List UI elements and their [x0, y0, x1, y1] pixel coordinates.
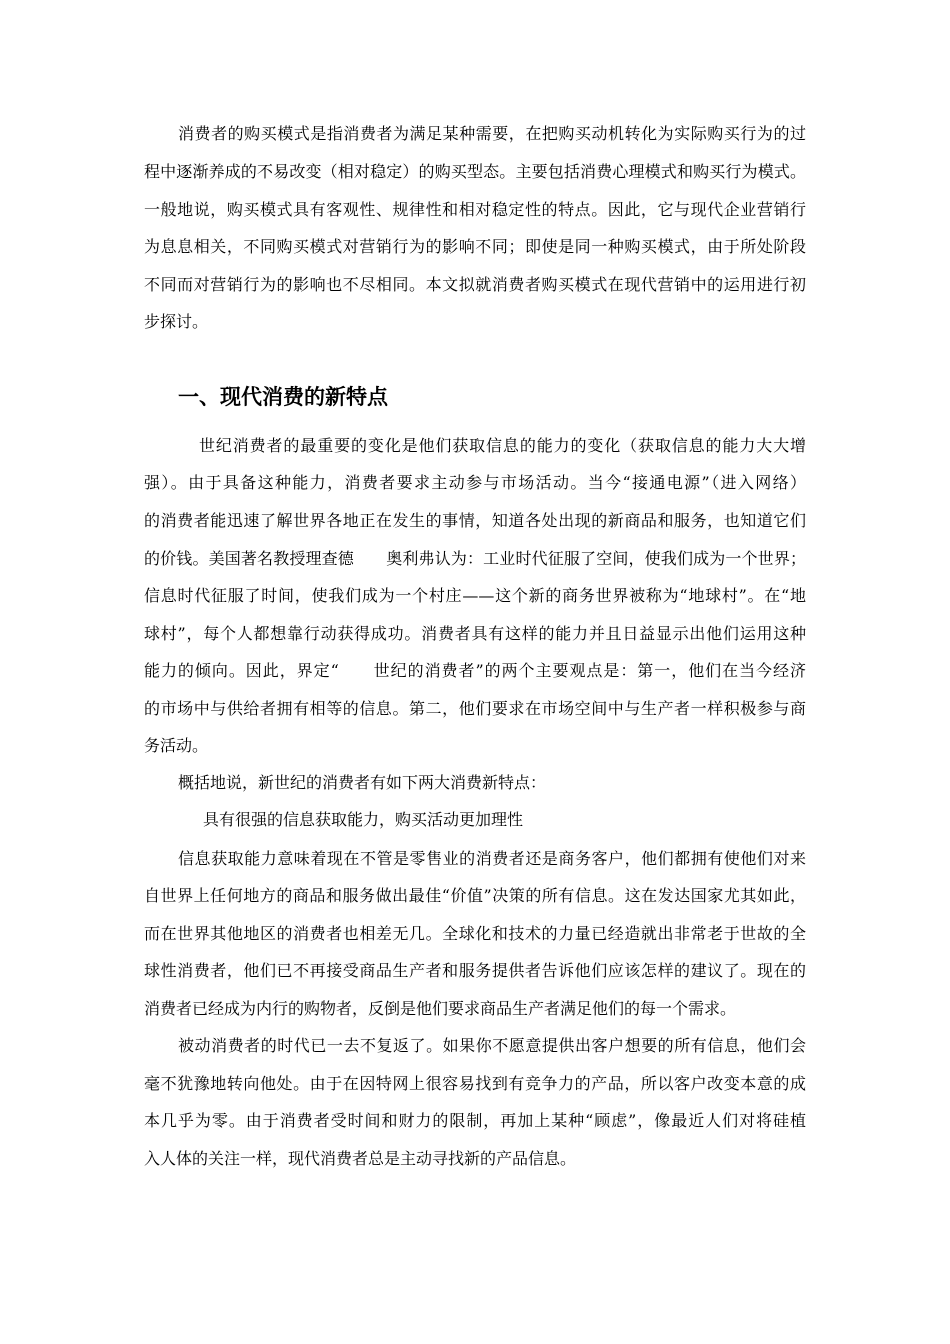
text-line: 强）。由于具备这种能力，消费者要求主动参与市场活动。当今“接通电源”（进入网络） [144, 473, 806, 492]
text-line: 务活动。 [144, 736, 209, 755]
text-line: 步探讨。 [144, 312, 209, 331]
text-line: 的市场中与供给者拥有相等的信息。第二，他们要求在市场空间中与生产者一样积极参与商 [144, 699, 806, 718]
text-line: 为息息相关，不同购买模式对营销行为的影响不同；即使是同一种购买模式，由于所处阶段 [144, 237, 806, 256]
text-line: 被动消费者的时代已一去不复返了。如果你不愿意提供出客户想要的所有信息，他们会 [178, 1036, 806, 1055]
text-line: 信息获取能力意味着现在不管是零售业的消费者还是商务客户，他们都拥有使他们对来 [178, 849, 806, 868]
text-line: 消费者已经成为内行的购物者，反倒是他们要求商品生产者满足他们的每一个需求。 [144, 999, 737, 1018]
text-line: 不同而对营销行为的影响也不尽相同。本文拟就消费者购买模式在现代营销中的运用进行初 [144, 275, 806, 294]
text-line: 的消费者能迅速了解世界各地正在发生的事情，知道各处出现的新商品和服务，也知道它们 [144, 511, 806, 530]
text-line: 的价钱。美国著名教授理查德 奥利弗认为：工业时代征服了空间，使我们成为一个世界； [144, 549, 806, 568]
text-line: 球性消费者，他们已不再接受商品生产者和服务提供者告诉他们应该怎样的建议了。现在的 [144, 961, 806, 980]
text-line: 本几乎为零。由于消费者受时间和财力的限制，再加上某种“顾虑”，像最近人们对将硅植 [144, 1111, 806, 1130]
text-line: 球村”，每个人都想靠行动获得成功。消费者具有这样的能力并且日益显示出他们运用这种 [144, 624, 806, 643]
text-line: 一般地说，购买模式具有客观性、规律性和相对稳定性的特点。因此，它与现代企业营销行 [144, 200, 806, 219]
text-line: 消费者的购买模式是指消费者为满足某种需要，在把购买动机转化为实际购买行为的过 [178, 124, 806, 143]
text-line: 入人体的关注一样，现代消费者总是主动寻找新的产品信息。 [144, 1149, 577, 1168]
text-line: 能力的倾向。因此，界定“ 世纪的消费者”的两个主要观点是：第一，他们在当今经济 [144, 661, 806, 680]
section-heading: 一、现代消费的新特点 [178, 385, 388, 409]
text-line: 程中逐渐养成的不易改变（相对稳定）的购买型态。主要包括消费心理模式和购买行为模式。 [144, 162, 806, 181]
section-paragraph-2: 概括地说，新世纪的消费者有如下两大消费新特点： [178, 773, 547, 792]
text-line: 自世界上任何地方的商品和服务做出最佳“价值”决策的所有信息。这在发达国家尤其如此， [144, 886, 806, 905]
subheading: 具有很强的信息获取能力，购买活动更加理性 [203, 810, 524, 829]
text-line: 毫不犹豫地转向他处。由于在因特网上很容易找到有竞争力的产品，所以客户改变本意的成 [144, 1074, 806, 1093]
text-line: 信息时代征服了时间，使我们成为一个村庄——这个新的商务世界被称为“地球村”。在“地 [144, 586, 806, 605]
text-line: 世纪消费者的最重要的变化是他们获取信息的能力的变化（获取信息的能力大大增 [199, 436, 806, 455]
text-line: 而在世界其他地区的消费者也相差无几。全球化和技术的力量已经造就出非常老于世故的全 [144, 924, 806, 943]
